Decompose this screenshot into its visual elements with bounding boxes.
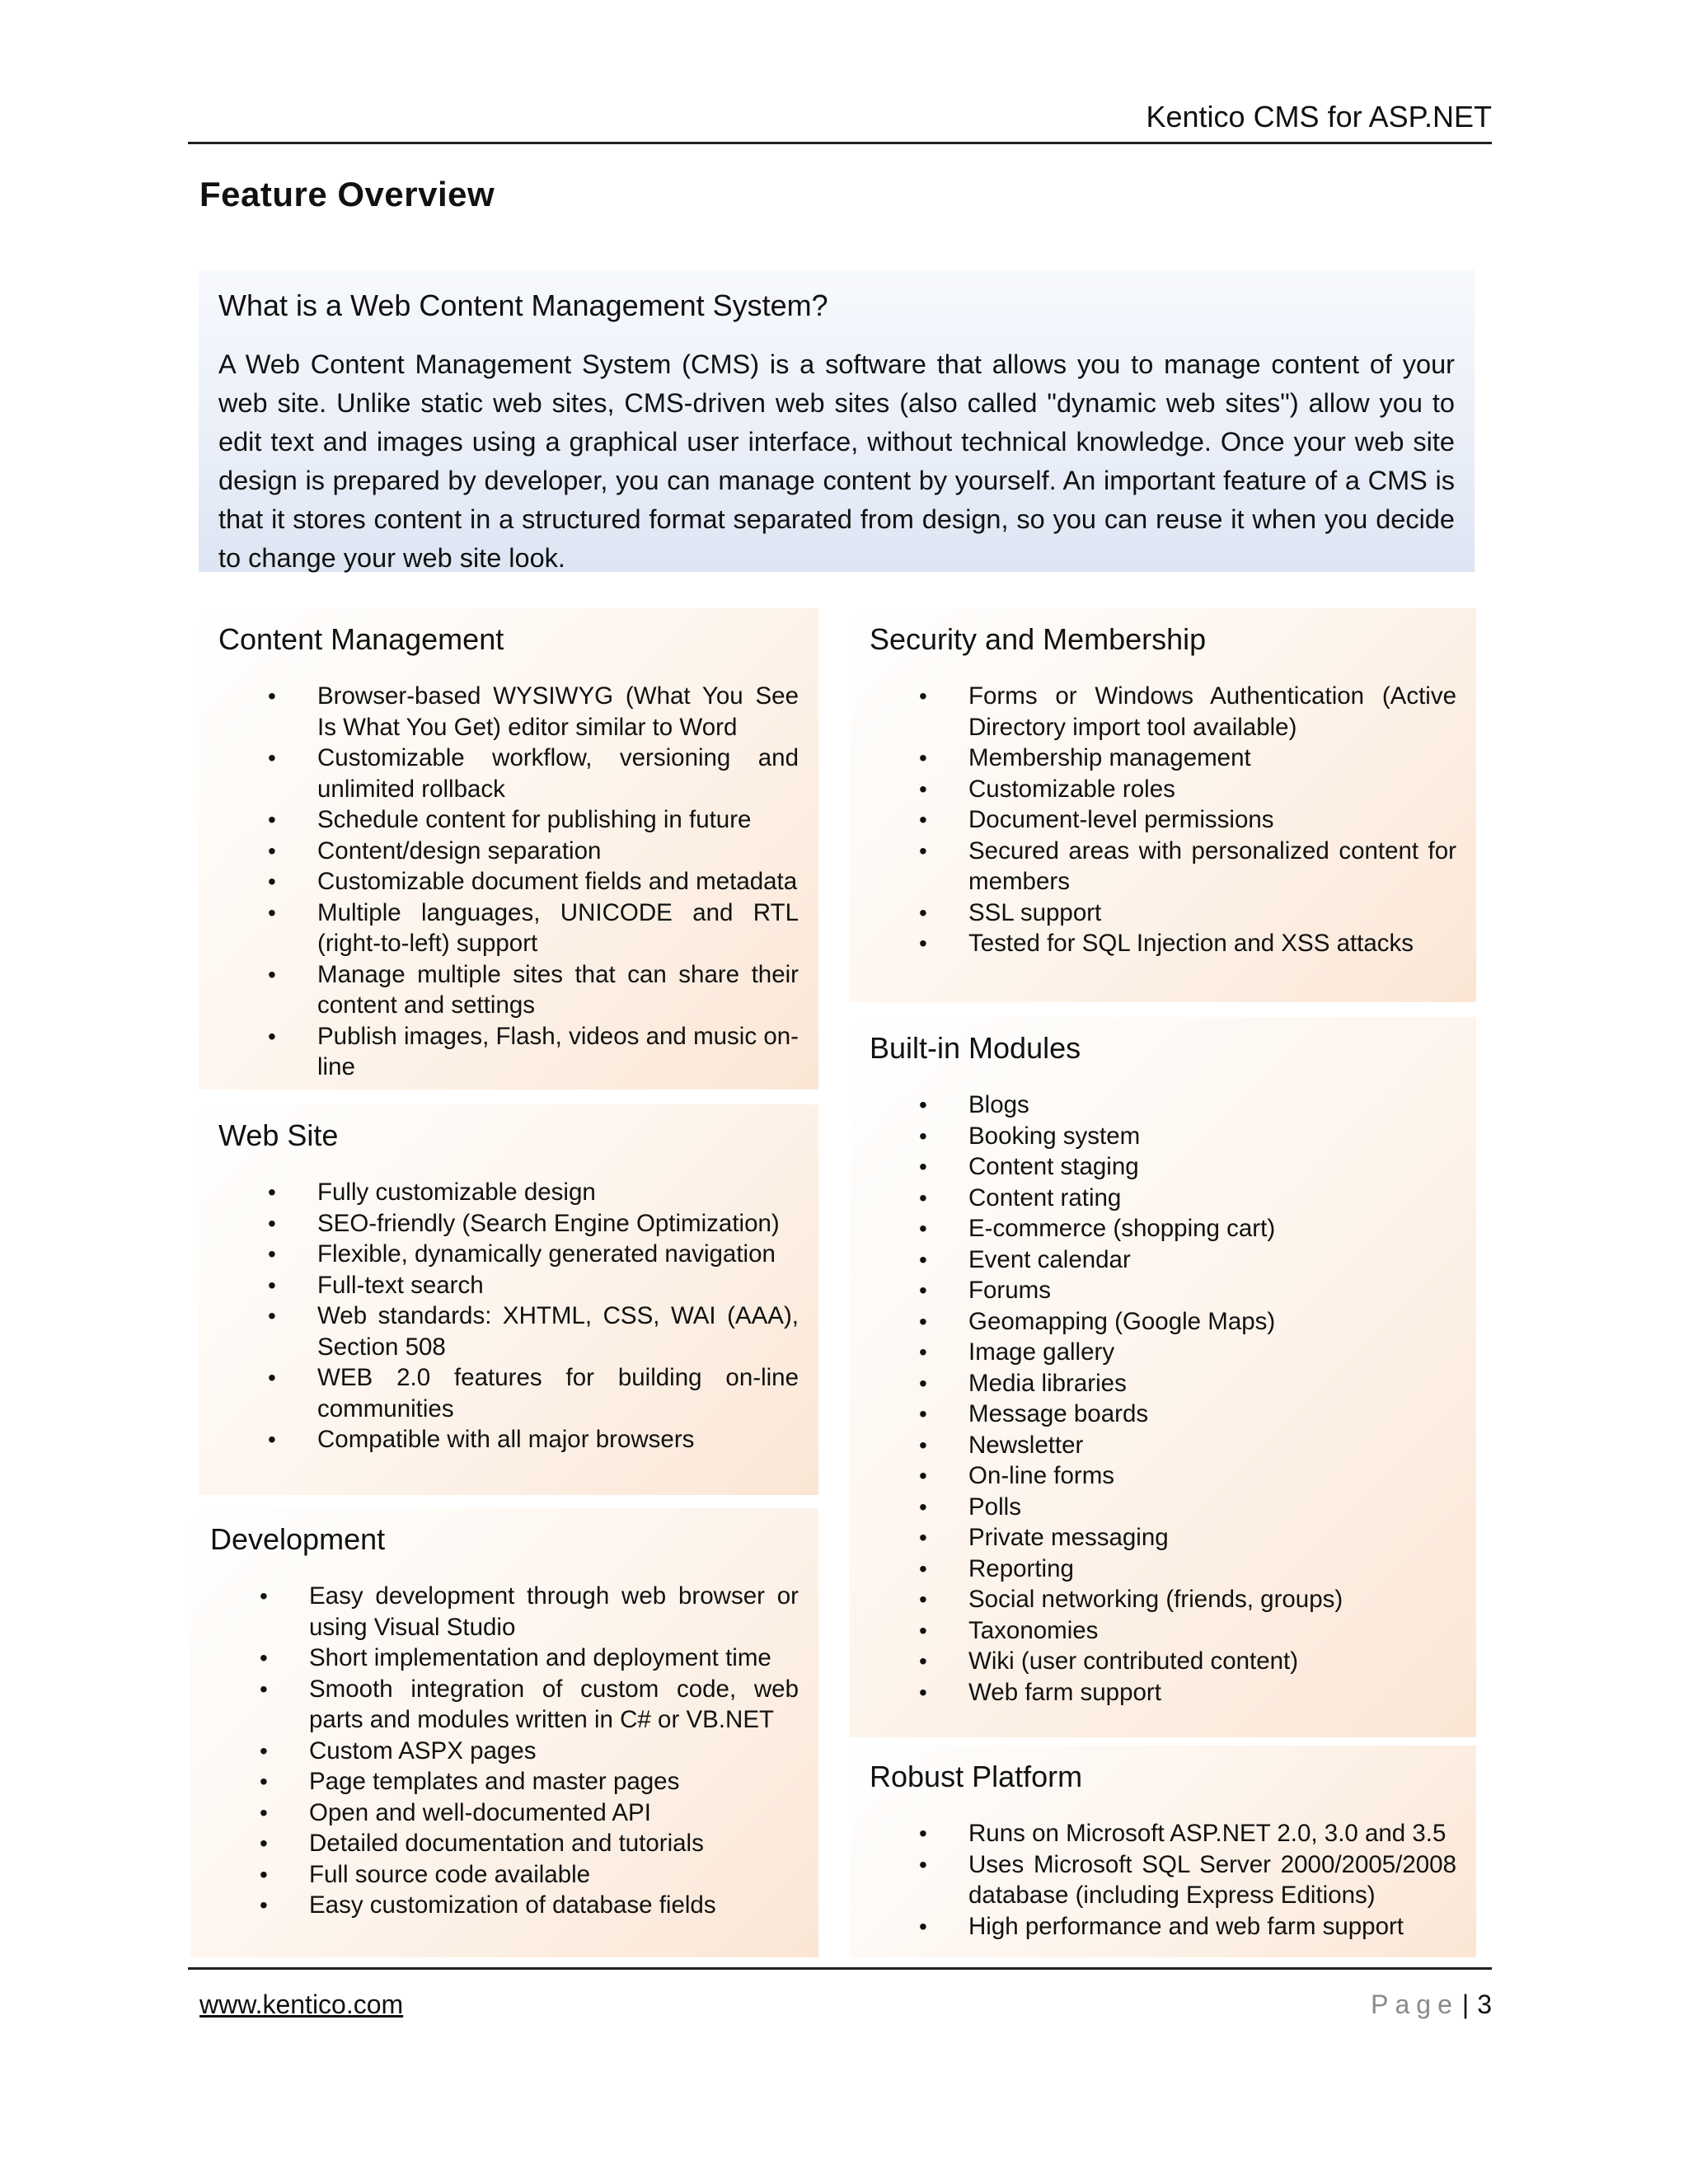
bullet-icon: •: [268, 899, 276, 926]
feature-item-text: WEB 2.0 features for building on-line communities: [317, 1364, 799, 1422]
bullet-icon: •: [919, 1851, 927, 1877]
feature-item: [210, 1766, 799, 1797]
bullet-icon: •: [260, 1737, 268, 1764]
feature-item-text: Compatible with all major browsers: [317, 1426, 695, 1453]
feature-item: [218, 1362, 799, 1424]
bullet-icon: •: [268, 683, 276, 709]
bullet-icon: •: [919, 1308, 927, 1334]
feature-item: [870, 928, 1456, 959]
footer-website-link[interactable]: www.kentico.com: [199, 1990, 404, 2019]
bullet-icon: •: [260, 1799, 268, 1825]
bullet-icon: •: [919, 1370, 927, 1396]
feature-item-text: Page templates and master pages: [309, 1768, 680, 1795]
feature-item: [870, 1368, 1456, 1399]
feature-item-text: SEO-friendly (Search Engine Optimization): [317, 1209, 780, 1237]
bullet-icon: •: [260, 1892, 268, 1918]
bullet-icon: •: [919, 1092, 927, 1118]
bullet-icon: •: [919, 1679, 927, 1705]
section-title: Feature Overview: [199, 175, 495, 213]
feature-item-text: Content/design separation: [317, 837, 602, 865]
feature-list: [218, 1177, 799, 1455]
feature-item: [870, 1460, 1456, 1492]
page-number-block: [1371, 1990, 1492, 2020]
bullet-icon: •: [919, 1401, 927, 1427]
bullet-icon: •: [919, 1216, 927, 1241]
bullet-icon: •: [268, 1272, 276, 1298]
bullet-icon: •: [268, 961, 276, 987]
feature-item-text: Browser-based WYSIWYG (What You See Is What You Get) editor similar to Word: [317, 682, 799, 741]
feature-item: [218, 743, 799, 804]
panel-built-in-modules: [850, 1017, 1476, 1737]
feature-item: [870, 1090, 1456, 1121]
bullet-icon: •: [919, 1339, 927, 1365]
feature-list: [218, 681, 799, 1083]
bullet-icon: •: [268, 1303, 276, 1329]
feature-item-text: Easy customization of database fields: [309, 1891, 716, 1919]
panel-title: Built-in Modules: [870, 1031, 1081, 1065]
feature-item-text: On-line forms: [968, 1462, 1115, 1489]
feature-item-text: SSL support: [968, 898, 1102, 926]
feature-item-text: Image gallery: [968, 1338, 1115, 1366]
feature-item: [210, 1828, 799, 1859]
feature-item-text: Detailed documentation and tutorials: [309, 1830, 704, 1857]
feature-item-text: Multiple languages, UNICODE and RTL (right-to-left) support: [317, 898, 799, 957]
bullet-icon: •: [919, 745, 927, 771]
panel-title: Web Site: [218, 1118, 339, 1152]
feature-item-text: Media libraries: [968, 1369, 1127, 1397]
page-header: [188, 97, 1492, 144]
feature-item: [870, 681, 1456, 743]
feature-item: [870, 804, 1456, 836]
bullet-icon: •: [268, 807, 276, 832]
feature-item: [218, 1239, 799, 1270]
panel-title: Development: [210, 1522, 386, 1556]
feature-item: [870, 1244, 1456, 1276]
feature-item: [870, 1399, 1456, 1430]
bullet-icon: •: [919, 1122, 927, 1149]
feature-list: [870, 1090, 1456, 1708]
bullet-icon: •: [919, 1648, 927, 1674]
feature-item-text: Document-level permissions: [968, 806, 1274, 833]
feature-item-text: Blogs: [968, 1091, 1029, 1118]
feature-item-text: Customizable workflow, versioning and unlimited rollback: [317, 744, 799, 803]
feature-item: [870, 1522, 1456, 1554]
panel-security-membership: [850, 608, 1476, 1002]
intro-title: What is a Web Content Management System?: [218, 288, 828, 322]
feature-item: [210, 1736, 799, 1767]
feature-item: [870, 1275, 1456, 1306]
feature-item: [210, 1581, 799, 1643]
feature-list: [870, 681, 1456, 959]
bullet-icon: •: [919, 1246, 927, 1272]
feature-item-text: Full source code available: [309, 1860, 591, 1888]
feature-item-text: Custom ASPX pages: [309, 1736, 537, 1765]
feature-item-text: Customizable roles: [968, 775, 1175, 803]
feature-item: [870, 1646, 1456, 1677]
bullet-icon: •: [919, 776, 927, 802]
feature-item-text: Polls: [968, 1493, 1021, 1521]
bullet-icon: •: [268, 1023, 276, 1049]
bullet-icon: •: [268, 1241, 276, 1267]
feature-item: [870, 1584, 1456, 1615]
feature-item-text: Wiki (user contributed content): [968, 1647, 1299, 1675]
bullet-icon: •: [919, 807, 927, 832]
feature-item-text: Booking system: [968, 1122, 1141, 1150]
feature-item: [210, 1674, 799, 1736]
feature-item: [870, 1677, 1456, 1708]
feature-item-text: Flexible, dynamically generated navigation: [317, 1240, 776, 1268]
feature-item-text: Web farm support: [968, 1678, 1161, 1706]
feature-item: [218, 681, 799, 743]
feature-item-text: Smooth integration of custom code, web parts and modules written in C# or VB.NET: [309, 1675, 799, 1733]
feature-item-text: Short implementation and deployment time: [309, 1644, 771, 1671]
panel-title: Security and Membership: [870, 622, 1207, 656]
feature-item-text: Event calendar: [968, 1245, 1131, 1273]
bullet-icon: •: [919, 1432, 927, 1458]
feature-item: [218, 959, 799, 1021]
bullet-icon: •: [260, 1675, 268, 1702]
document-title: Kentico CMS for ASP.NET: [1146, 100, 1492, 134]
panel-title: Robust Platform: [870, 1760, 1083, 1793]
feature-item-text: Easy development through web browser or using Visual Studio: [309, 1582, 799, 1641]
bullet-icon: •: [919, 1154, 927, 1179]
bullet-icon: •: [919, 1821, 927, 1846]
panel-web-site: [199, 1104, 818, 1495]
feature-item: [870, 898, 1456, 929]
feature-item: [870, 1337, 1456, 1368]
feature-item-text: Schedule content for publishing in future: [317, 806, 752, 833]
bullet-icon: •: [919, 1184, 927, 1211]
bullet-icon: •: [919, 1277, 927, 1303]
panel-development: [190, 1508, 818, 1957]
feature-item: [870, 1554, 1456, 1585]
intro-text: A Web Content Management System (CMS) is a software that allows you to manage content of your web site. Unlike static web sites, CMS-driven web sites (also called "dynamic web sites") allow you to edit text and images using a graphical user interface, without technical knowledge. Once your web site design is prepared by developer, you can manage content by yourself. An important feature of a CMS is that it stores content in a structured format separated from design, so you can reuse it when you decide to change your web site look.: [218, 349, 1455, 573]
feature-item: [870, 1849, 1456, 1911]
bullet-icon: •: [260, 1583, 268, 1609]
feature-item: [870, 1615, 1456, 1647]
bullet-icon: •: [919, 1586, 927, 1612]
feature-item: [218, 1301, 799, 1362]
bullet-icon: •: [919, 1493, 927, 1520]
feature-item: [870, 1492, 1456, 1523]
feature-item-text: Private messaging: [968, 1524, 1169, 1551]
bullet-icon: •: [919, 837, 927, 864]
bullet-icon: •: [260, 1645, 268, 1671]
feature-item-text: Content rating: [968, 1183, 1122, 1212]
bullet-icon: •: [919, 1463, 927, 1488]
bullet-icon: •: [268, 1210, 276, 1236]
bullet-icon: •: [919, 1617, 927, 1643]
bullet-icon: •: [260, 1769, 268, 1794]
feature-item-text: Customizable document fields and metadata: [317, 868, 798, 895]
feature-item: [218, 1177, 799, 1208]
bullet-icon: •: [268, 1365, 276, 1390]
bullet-icon: •: [919, 683, 927, 709]
feature-item: [218, 836, 799, 867]
feature-list: [870, 1818, 1456, 1942]
feature-item-text: Uses Microsoft SQL Server 2000/2005/2008 database (including Express Editions): [968, 1850, 1456, 1909]
feature-item-text: Fully customizable design: [317, 1179, 596, 1206]
feature-item: [210, 1797, 799, 1829]
feature-item-text: Social networking (friends, groups): [968, 1586, 1343, 1613]
page-footer: [188, 1967, 1492, 2019]
feature-item-text: Open and well-documented API: [309, 1798, 651, 1826]
bullet-icon: •: [260, 1861, 268, 1887]
feature-item: [870, 1911, 1456, 1943]
feature-item-text: Tested for SQL Injection and XSS attacks: [968, 930, 1414, 957]
feature-item-text: Forms or Windows Authentication (Active Directory import tool available): [968, 682, 1456, 741]
panel-title: Content Management: [218, 622, 504, 656]
feature-item: [870, 1213, 1456, 1244]
bullet-icon: •: [919, 930, 927, 956]
feature-item: [870, 1121, 1456, 1152]
bullet-icon: •: [268, 869, 276, 894]
intro-box: [199, 269, 1475, 572]
page-separator: |: [1461, 1990, 1470, 2019]
bullet-icon: •: [268, 745, 276, 771]
bullet-icon: •: [268, 1427, 276, 1452]
bullet-icon: •: [919, 1525, 927, 1550]
feature-item-text: Membership management: [968, 744, 1251, 771]
bullet-icon: •: [919, 1913, 927, 1939]
feature-item: [218, 1021, 799, 1083]
feature-item: [870, 1818, 1456, 1849]
feature-item-text: High performance and web farm support: [968, 1912, 1404, 1940]
bullet-icon: •: [260, 1830, 268, 1856]
page-number: 3: [1477, 1990, 1492, 2019]
panel-content-management: [199, 608, 818, 1090]
bullet-icon: •: [919, 899, 927, 926]
feature-list: [210, 1581, 799, 1921]
feature-item: [870, 743, 1456, 774]
bullet-icon: •: [268, 837, 276, 864]
feature-item: [218, 1208, 799, 1240]
feature-item-text: Newsletter: [968, 1431, 1084, 1459]
feature-item: [218, 1270, 799, 1301]
feature-item-text: Runs on Microsoft ASP.NET 2.0, 3.0 and 3.5: [968, 1820, 1447, 1847]
feature-item: [870, 836, 1456, 898]
feature-item: [870, 1151, 1456, 1183]
feature-item-text: Content staging: [968, 1153, 1139, 1180]
page-label: Page: [1371, 1990, 1459, 2019]
feature-item: [210, 1643, 799, 1674]
panel-robust-platform: [850, 1746, 1476, 1957]
feature-item: [870, 774, 1456, 805]
feature-item-text: Message boards: [968, 1400, 1149, 1427]
feature-item-text: Web standards: XHTML, CSS, WAI (AAA), Section 508: [317, 1302, 799, 1361]
feature-item: [218, 804, 799, 836]
feature-item-text: Secured areas with personalized content for members: [968, 837, 1456, 895]
feature-item-text: Manage multiple sites that can share their content and settings: [317, 960, 799, 1019]
feature-item: [870, 1430, 1456, 1461]
bullet-icon: •: [268, 1179, 276, 1205]
feature-item: [210, 1859, 799, 1891]
feature-item-text: Reporting: [968, 1554, 1074, 1582]
feature-item-text: Forums: [968, 1277, 1051, 1304]
feature-item: [870, 1183, 1456, 1214]
feature-item: [218, 866, 799, 898]
bullet-icon: •: [919, 1555, 927, 1582]
feature-item: [210, 1890, 799, 1921]
feature-item-text: E-commerce (shopping cart): [968, 1215, 1276, 1242]
feature-item: [218, 898, 799, 959]
feature-item: [870, 1306, 1456, 1338]
feature-item-text: Taxonomies: [968, 1616, 1099, 1644]
feature-item-text: Publish images, Flash, videos and music on-line: [317, 1022, 799, 1080]
feature-item: [218, 1424, 799, 1455]
feature-item-text: Full-text search: [317, 1271, 484, 1299]
feature-item-text: Geomapping (Google Maps): [968, 1307, 1276, 1335]
